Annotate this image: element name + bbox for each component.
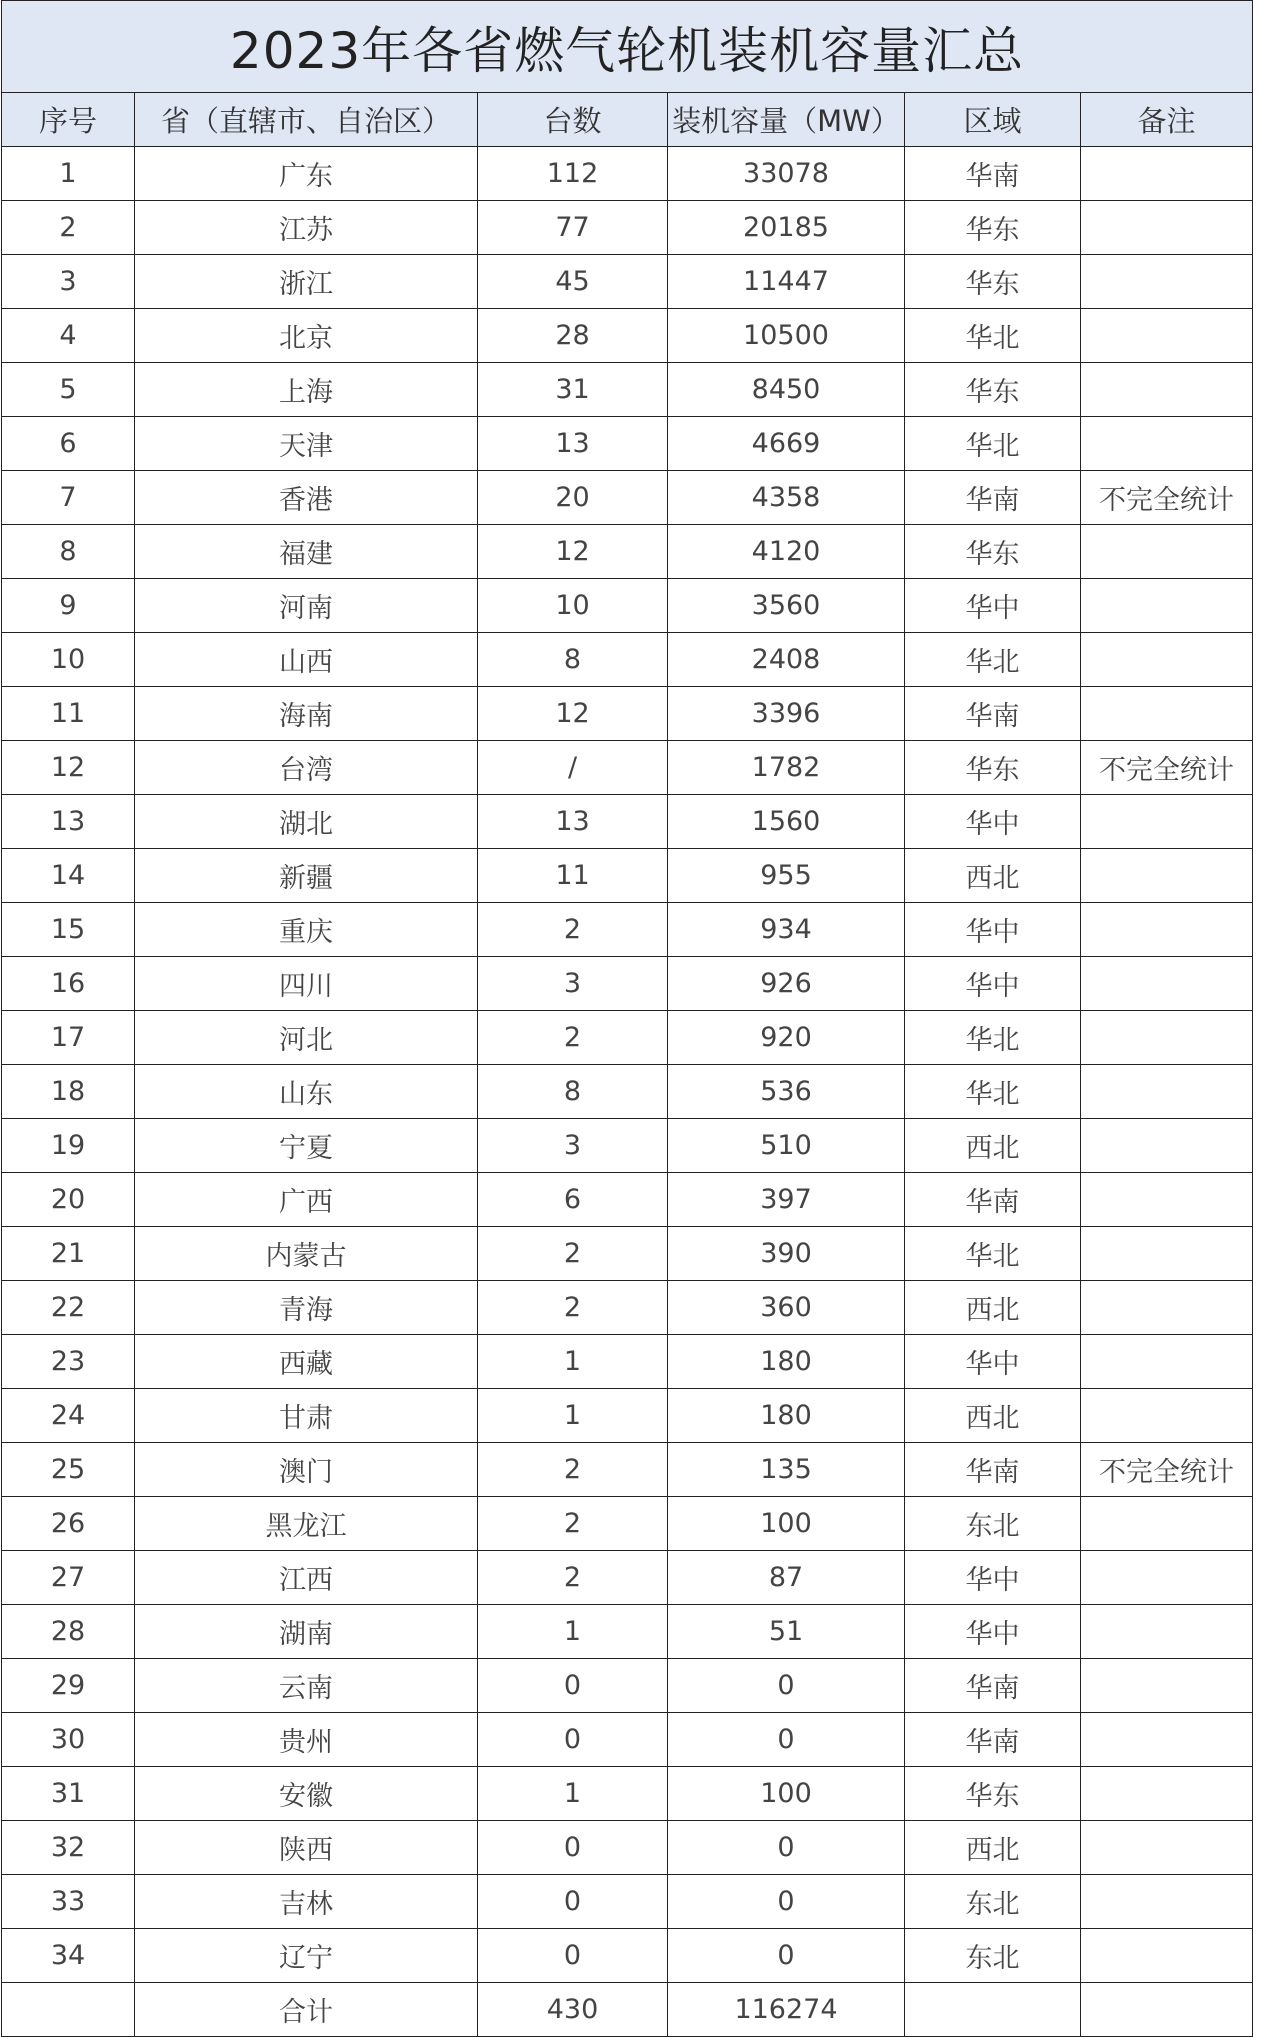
row-capacity: 100: [668, 1497, 905, 1551]
row-index: 3: [2, 255, 135, 309]
total-note-cell: [1081, 1983, 1253, 2037]
row-count: 2: [478, 1011, 668, 1065]
total-region-cell: [905, 1983, 1081, 2037]
table-row: [2, 471, 1253, 525]
row-note: [1081, 1335, 1253, 1389]
row-index: 22: [2, 1281, 135, 1335]
row-count: 2: [478, 1551, 668, 1605]
row-province: 内蒙古: [135, 1227, 478, 1281]
table-row: [2, 1497, 1253, 1551]
row-note: [1081, 525, 1253, 579]
table-row: [2, 1443, 1253, 1497]
row-capacity: 51: [668, 1605, 905, 1659]
row-index: 23: [2, 1335, 135, 1389]
row-note: [1081, 309, 1253, 363]
table-row: [2, 1065, 1253, 1119]
row-count: 0: [478, 1659, 668, 1713]
table-row: [2, 1173, 1253, 1227]
row-note: [1081, 1659, 1253, 1713]
row-count: 1: [478, 1767, 668, 1821]
row-region: 华南: [905, 1443, 1081, 1497]
table-row: [2, 417, 1253, 471]
row-count: 2: [478, 1281, 668, 1335]
row-index: 29: [2, 1659, 135, 1713]
row-note: [1081, 687, 1253, 741]
table-row: [2, 525, 1253, 579]
row-region: 华北: [905, 1227, 1081, 1281]
row-region: 华北: [905, 417, 1081, 471]
row-capacity: 2408: [668, 633, 905, 687]
row-capacity: 0: [668, 1713, 905, 1767]
row-capacity: 397: [668, 1173, 905, 1227]
table-row: [2, 1119, 1253, 1173]
row-province: 湖南: [135, 1605, 478, 1659]
row-capacity: 1560: [668, 795, 905, 849]
row-province: 江西: [135, 1551, 478, 1605]
table-row: [2, 363, 1253, 417]
row-province: 四川: [135, 957, 478, 1011]
row-region: 华东: [905, 1767, 1081, 1821]
table-row: [2, 903, 1253, 957]
row-province: 辽宁: [135, 1929, 478, 1983]
row-capacity: 926: [668, 957, 905, 1011]
table-body: [2, 147, 1253, 1983]
row-count: 1: [478, 1389, 668, 1443]
row-capacity: 0: [668, 1659, 905, 1713]
row-province: 河南: [135, 579, 478, 633]
row-count: 11: [478, 849, 668, 903]
row-province: 贵州: [135, 1713, 478, 1767]
table-row: [2, 1605, 1253, 1659]
row-capacity: 3560: [668, 579, 905, 633]
row-count: 12: [478, 687, 668, 741]
row-count: 2: [478, 1497, 668, 1551]
row-province: 天津: [135, 417, 478, 471]
row-province: 安徽: [135, 1767, 478, 1821]
row-region: 东北: [905, 1875, 1081, 1929]
row-count: 12: [478, 525, 668, 579]
table-row: [2, 1227, 1253, 1281]
row-capacity: 180: [668, 1389, 905, 1443]
row-note: 不完全统计: [1081, 741, 1253, 795]
table-row: [2, 255, 1253, 309]
row-province: 浙江: [135, 255, 478, 309]
table-row: [2, 849, 1253, 903]
row-note: [1081, 1713, 1253, 1767]
row-index: 7: [2, 471, 135, 525]
row-note: [1081, 1929, 1253, 1983]
row-province: 陕西: [135, 1821, 478, 1875]
row-index: 32: [2, 1821, 135, 1875]
row-count: 1: [478, 1335, 668, 1389]
row-count: 31: [478, 363, 668, 417]
row-note: [1081, 1281, 1253, 1335]
row-note: [1081, 1767, 1253, 1821]
row-region: 华东: [905, 363, 1081, 417]
row-count: 0: [478, 1929, 668, 1983]
row-count: 8: [478, 1065, 668, 1119]
row-capacity: 0: [668, 1929, 905, 1983]
row-index: 11: [2, 687, 135, 741]
row-capacity: 3396: [668, 687, 905, 741]
capacity-table: [1, 0, 1253, 2037]
header-row: [2, 93, 1253, 147]
row-index: 2: [2, 201, 135, 255]
total-capacity: 116274: [668, 1983, 905, 2037]
row-capacity: 360: [668, 1281, 905, 1335]
row-note: [1081, 1389, 1253, 1443]
row-capacity: 510: [668, 1119, 905, 1173]
row-province: 澳门: [135, 1443, 478, 1497]
row-index: 33: [2, 1875, 135, 1929]
row-province: 山西: [135, 633, 478, 687]
table-row: [2, 633, 1253, 687]
row-region: 华中: [905, 903, 1081, 957]
row-region: 华南: [905, 471, 1081, 525]
row-capacity: 955: [668, 849, 905, 903]
row-index: 21: [2, 1227, 135, 1281]
row-region: 华中: [905, 957, 1081, 1011]
row-capacity: 4120: [668, 525, 905, 579]
row-note: [1081, 1011, 1253, 1065]
row-index: 28: [2, 1605, 135, 1659]
row-note: [1081, 1551, 1253, 1605]
row-region: 华南: [905, 687, 1081, 741]
row-region: 华东: [905, 525, 1081, 579]
row-region: 华南: [905, 147, 1081, 201]
row-count: 8: [478, 633, 668, 687]
row-note: [1081, 201, 1253, 255]
row-province: 宁夏: [135, 1119, 478, 1173]
row-province: 云南: [135, 1659, 478, 1713]
row-note: [1081, 633, 1253, 687]
row-count: 20: [478, 471, 668, 525]
row-count: 0: [478, 1875, 668, 1929]
row-province: 重庆: [135, 903, 478, 957]
row-index: 27: [2, 1551, 135, 1605]
row-index: 10: [2, 633, 135, 687]
row-province: 山东: [135, 1065, 478, 1119]
table-row: [2, 1335, 1253, 1389]
row-capacity: 10500: [668, 309, 905, 363]
table-row: [2, 1875, 1253, 1929]
row-note: [1081, 417, 1253, 471]
total-row: [2, 1983, 1253, 2037]
row-index: 4: [2, 309, 135, 363]
row-note: [1081, 957, 1253, 1011]
row-count: 1: [478, 1605, 668, 1659]
row-region: 华东: [905, 741, 1081, 795]
row-count: 28: [478, 309, 668, 363]
row-index: 1: [2, 147, 135, 201]
row-province: 海南: [135, 687, 478, 741]
row-note: [1081, 1119, 1253, 1173]
row-capacity: 4669: [668, 417, 905, 471]
row-region: 西北: [905, 1821, 1081, 1875]
row-index: 24: [2, 1389, 135, 1443]
row-count: 3: [478, 957, 668, 1011]
row-index: 15: [2, 903, 135, 957]
column-header-index: 序号: [2, 93, 135, 147]
row-index: 34: [2, 1929, 135, 1983]
row-region: 西北: [905, 849, 1081, 903]
row-province: 福建: [135, 525, 478, 579]
row-province: 吉林: [135, 1875, 478, 1929]
table-row: [2, 1929, 1253, 1983]
total-index-cell: [2, 1983, 135, 2037]
row-region: 华北: [905, 1065, 1081, 1119]
row-note: [1081, 903, 1253, 957]
row-count: 2: [478, 1227, 668, 1281]
row-note: [1081, 1875, 1253, 1929]
row-count: 112: [478, 147, 668, 201]
row-capacity: 87: [668, 1551, 905, 1605]
row-region: 华东: [905, 255, 1081, 309]
row-region: 华中: [905, 1335, 1081, 1389]
row-note: [1081, 1227, 1253, 1281]
row-province: 河北: [135, 1011, 478, 1065]
row-region: 西北: [905, 1281, 1081, 1335]
total-label: 合计: [135, 1983, 478, 2037]
table-row: [2, 957, 1253, 1011]
row-count: 45: [478, 255, 668, 309]
row-region: 华中: [905, 795, 1081, 849]
row-region: 西北: [905, 1389, 1081, 1443]
row-index: 5: [2, 363, 135, 417]
row-capacity: 33078: [668, 147, 905, 201]
row-capacity: 8450: [668, 363, 905, 417]
row-index: 19: [2, 1119, 135, 1173]
row-index: 25: [2, 1443, 135, 1497]
row-region: 华中: [905, 579, 1081, 633]
row-province: 广东: [135, 147, 478, 201]
column-header-region: 区域: [905, 93, 1081, 147]
row-index: 12: [2, 741, 135, 795]
row-count: 0: [478, 1821, 668, 1875]
column-header-note: 备注: [1081, 93, 1253, 147]
table-row: [2, 201, 1253, 255]
row-count: 2: [478, 903, 668, 957]
row-capacity: 180: [668, 1335, 905, 1389]
row-province: 青海: [135, 1281, 478, 1335]
row-province: 台湾: [135, 741, 478, 795]
row-capacity: 4358: [668, 471, 905, 525]
row-capacity: 1782: [668, 741, 905, 795]
table-row: [2, 741, 1253, 795]
row-count: 6: [478, 1173, 668, 1227]
row-capacity: 536: [668, 1065, 905, 1119]
row-region: 华北: [905, 309, 1081, 363]
table-row: [2, 1389, 1253, 1443]
row-capacity: 920: [668, 1011, 905, 1065]
row-index: 18: [2, 1065, 135, 1119]
row-count: 13: [478, 795, 668, 849]
row-province: 江苏: [135, 201, 478, 255]
row-note: [1081, 1821, 1253, 1875]
row-count: 10: [478, 579, 668, 633]
table-row: [2, 147, 1253, 201]
row-index: 17: [2, 1011, 135, 1065]
column-header-capacity: 装机容量（MW）: [668, 93, 905, 147]
row-index: 8: [2, 525, 135, 579]
table-title: 2023年各省燃气轮机装机容量汇总: [2, 1, 1253, 93]
row-region: 华南: [905, 1659, 1081, 1713]
row-region: 东北: [905, 1929, 1081, 1983]
row-note: [1081, 147, 1253, 201]
row-capacity: 390: [668, 1227, 905, 1281]
row-count: 0: [478, 1713, 668, 1767]
row-province: 北京: [135, 309, 478, 363]
row-note: 不完全统计: [1081, 1443, 1253, 1497]
row-province: 湖北: [135, 795, 478, 849]
table-row: [2, 1551, 1253, 1605]
row-region: 西北: [905, 1119, 1081, 1173]
row-province: 甘肃: [135, 1389, 478, 1443]
row-index: 26: [2, 1497, 135, 1551]
total-count: 430: [478, 1983, 668, 2037]
row-capacity: 934: [668, 903, 905, 957]
column-header-province: 省（直辖市、自治区）: [135, 93, 478, 147]
row-capacity: 11447: [668, 255, 905, 309]
row-count: 13: [478, 417, 668, 471]
table-row: [2, 1011, 1253, 1065]
row-capacity: 0: [668, 1875, 905, 1929]
row-index: 14: [2, 849, 135, 903]
table-row: [2, 1281, 1253, 1335]
row-province: 新疆: [135, 849, 478, 903]
row-capacity: 135: [668, 1443, 905, 1497]
row-count: 3: [478, 1119, 668, 1173]
table-row: [2, 1821, 1253, 1875]
row-note: [1081, 1173, 1253, 1227]
row-note: 不完全统计: [1081, 471, 1253, 525]
row-capacity: 20185: [668, 201, 905, 255]
row-province: 广西: [135, 1173, 478, 1227]
row-region: 东北: [905, 1497, 1081, 1551]
column-header-count: 台数: [478, 93, 668, 147]
row-region: 华南: [905, 1713, 1081, 1767]
row-note: [1081, 1605, 1253, 1659]
row-note: [1081, 795, 1253, 849]
row-province: 香港: [135, 471, 478, 525]
table-row: [2, 579, 1253, 633]
row-region: 华中: [905, 1551, 1081, 1605]
table-row: [2, 309, 1253, 363]
row-province: 上海: [135, 363, 478, 417]
row-count: /: [478, 741, 668, 795]
row-count: 2: [478, 1443, 668, 1497]
row-region: 华东: [905, 201, 1081, 255]
row-index: 13: [2, 795, 135, 849]
row-index: 20: [2, 1173, 135, 1227]
row-index: 31: [2, 1767, 135, 1821]
row-index: 9: [2, 579, 135, 633]
row-region: 华北: [905, 1011, 1081, 1065]
row-count: 77: [478, 201, 668, 255]
table-row: [2, 687, 1253, 741]
table-row: [2, 1767, 1253, 1821]
row-capacity: 100: [668, 1767, 905, 1821]
row-province: 西藏: [135, 1335, 478, 1389]
row-capacity: 0: [668, 1821, 905, 1875]
row-index: 16: [2, 957, 135, 1011]
row-note: [1081, 849, 1253, 903]
table-row: [2, 1713, 1253, 1767]
row-region: 华中: [905, 1605, 1081, 1659]
row-region: 华南: [905, 1173, 1081, 1227]
row-region: 华北: [905, 633, 1081, 687]
row-note: [1081, 255, 1253, 309]
row-index: 30: [2, 1713, 135, 1767]
table-row: [2, 795, 1253, 849]
row-note: [1081, 1497, 1253, 1551]
table-row: [2, 1659, 1253, 1713]
row-note: [1081, 1065, 1253, 1119]
row-province: 黑龙江: [135, 1497, 478, 1551]
row-note: [1081, 363, 1253, 417]
row-note: [1081, 579, 1253, 633]
row-index: 6: [2, 417, 135, 471]
